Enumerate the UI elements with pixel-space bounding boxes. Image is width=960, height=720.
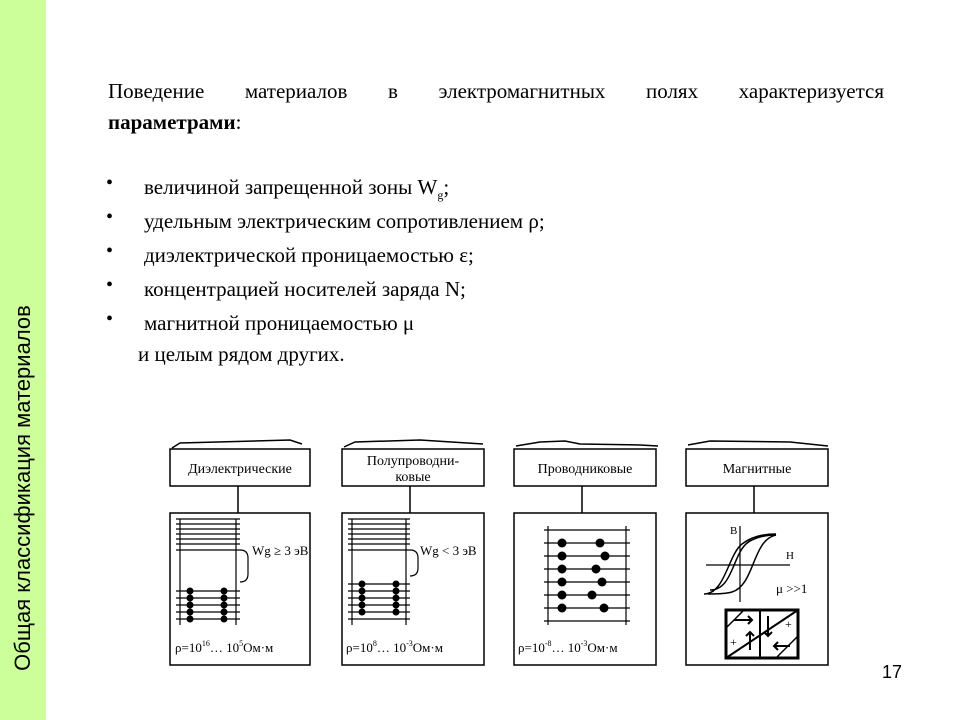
list-item [100, 272, 545, 306]
parameter-list [100, 170, 545, 340]
bullet-icon: • [106, 274, 114, 296]
list-item-text: величиной запрещенной зоны W [144, 175, 438, 199]
list-item-end: ; [443, 175, 450, 199]
bullet-icon: • [106, 308, 114, 330]
header-magnetic: Магнитные [722, 462, 792, 477]
bullet-icon: • [106, 240, 114, 262]
list-item [100, 204, 545, 238]
list-item-text: диэлектрической проницаемостью ε; [144, 243, 474, 267]
semiconductor-gap-label: Wg < 3 эВ [420, 543, 477, 558]
intro-bold: параметрами [108, 110, 236, 134]
sidebar-title: Общая классификация материалов [10, 305, 35, 671]
dielectric-resistivity: $\rho=10^{16}\dots$ $10^5Ом\cdot м$ [175, 639, 274, 655]
intro-line: Поведение материалов в электромагнитных полях характеризуется [108, 79, 884, 103]
bullet-icon: • [106, 206, 114, 228]
dielectric-gap-label: Wg ≥ 3 эВ [252, 543, 309, 558]
header-semiconductor-line2: ковые [395, 470, 431, 485]
list-item-text: концентрацией носителей заряда N; [144, 277, 466, 301]
header-brackets [172, 440, 828, 448]
header-semiconductor-line1: Полупроводни- [366, 454, 460, 469]
connectors [238, 486, 754, 513]
list-item [100, 170, 545, 204]
classification-diagram [160, 436, 840, 668]
list-item [100, 238, 545, 272]
subscript: g [437, 188, 444, 203]
list-item [100, 306, 545, 340]
intro-continuation [108, 107, 241, 138]
hysteresis-b-label: B [730, 525, 738, 537]
conductor-resistivity: $\rho=10^{-8}\dots$ $10^{-3}Ом\cdot м$ [518, 639, 618, 655]
header-dielectric: Диэлектрические [188, 462, 292, 477]
header-conductor: Проводниковые [537, 462, 633, 477]
magnetic-domains-icon [726, 610, 798, 658]
intro-colon: : [235, 110, 242, 134]
list-item-text: магнитной проницаемостью μ [144, 311, 415, 335]
hysteresis-h-label: H [786, 550, 794, 562]
magnetic-permeability-label: μ >>1 [776, 581, 808, 596]
page-number: 17 [882, 662, 903, 682]
sidebar [0, 0, 46, 720]
semiconductor-resistivity: $\rho=10^8\dots$ $10^{-3}Ом\cdot м$ [346, 639, 443, 655]
list-item-text: удельным электрическим сопротивлением ρ; [144, 209, 545, 233]
svg-text:+: + [730, 635, 737, 649]
svg-text:+: + [785, 617, 792, 631]
tail-text: и целым рядом других. [138, 342, 345, 366]
bullet-icon: • [106, 172, 114, 194]
